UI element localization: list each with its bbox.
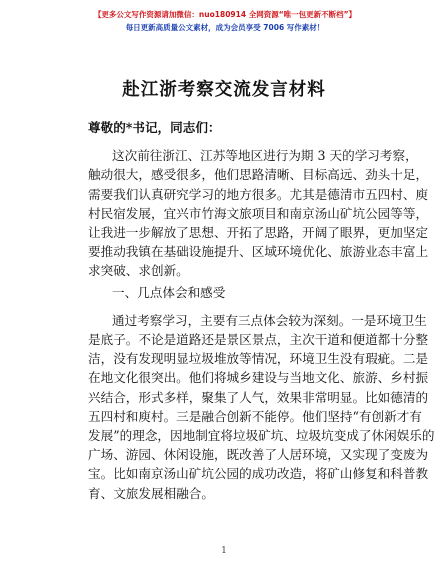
- paragraph-2-line: 在地文化很突出。他们将城乡建设与当地文化、旅游、乡村振: [88, 370, 429, 386]
- salutation: 尊敬的*书记，同志们：: [88, 120, 221, 135]
- paragraph-1-line: 要推动我镇在基础设施提升、区域环境优化、旅游业态丰富上: [88, 244, 429, 260]
- document-title: 赴江浙考察交流发言材料: [122, 80, 326, 100]
- page-number: 1: [221, 546, 227, 556]
- paragraph-2-line: 育、文旅发展相融合。: [88, 485, 214, 501]
- paragraph-1-line: 让我进一步解放了思想、开拓了思路，开阔了眼界，更加坚定: [88, 225, 429, 241]
- promo-banner-line-2[interactable]: 每日更新高质量公文素材，成为会员享受 7006 写作素材！: [125, 23, 325, 32]
- paragraph-1-line: 触动很大，感受很多，他们思路清晰、目标高远、劲头十足，: [88, 167, 429, 183]
- paragraph-2-line: 发展”的理念，因地制宜将垃圾矿坑、垃圾坑变成了休闲娱乐的: [88, 428, 435, 444]
- paragraph-1-line: 村民宿发展，宜兴市竹海文旅项目和南京汤山矿坑公园等等，: [88, 205, 429, 221]
- paragraph-1-line: 需要我们认真研究学习的地方很多。尤其是德清市五四村、庾: [88, 186, 429, 202]
- promo-banner-line-1[interactable]: 【更多公文写作资源请加微信：nuo180914 全网资源“唯一包更新不断档”】: [93, 10, 357, 19]
- document-body: [88, 118, 435, 503]
- paragraph-2-line: 通过考察学习，主要有三点体会较为深刻。一是环境卫生: [112, 312, 427, 328]
- section-heading: 一、几点体会和感受: [112, 284, 226, 300]
- paragraph-1-line: 这次前往浙江、江苏等地区进行为期 3 天的学习考察，: [112, 148, 418, 164]
- paragraph-2-line: 广场、游园、休闲设施，既改善了人居环境，又实现了变废为: [88, 447, 429, 463]
- paragraph-2-line: 五四村和庾村。三是融合创新不能停。他们坚持“有创新才有: [88, 408, 422, 424]
- paragraph-1-line: 求突破、求创新。: [88, 263, 189, 279]
- spacer: [88, 137, 366, 146]
- paragraph-2-line: 洁，没有发现明显垃圾堆放等情况，环境卫生没有瑕疵。二是: [88, 351, 429, 367]
- paragraph-2-line: 兴结合，形式多样，聚集了人气，效果非常明显。比如德清的: [88, 389, 429, 405]
- paragraph-2-line: 宝。比如南京汤山矿坑公园的成功改造，将矿山修复和科普教: [88, 466, 429, 482]
- paragraph-2-line: 是底子。不论是道路还是景区景点，主次干道和便道都十分整: [88, 332, 429, 348]
- spacer: [88, 302, 366, 311]
